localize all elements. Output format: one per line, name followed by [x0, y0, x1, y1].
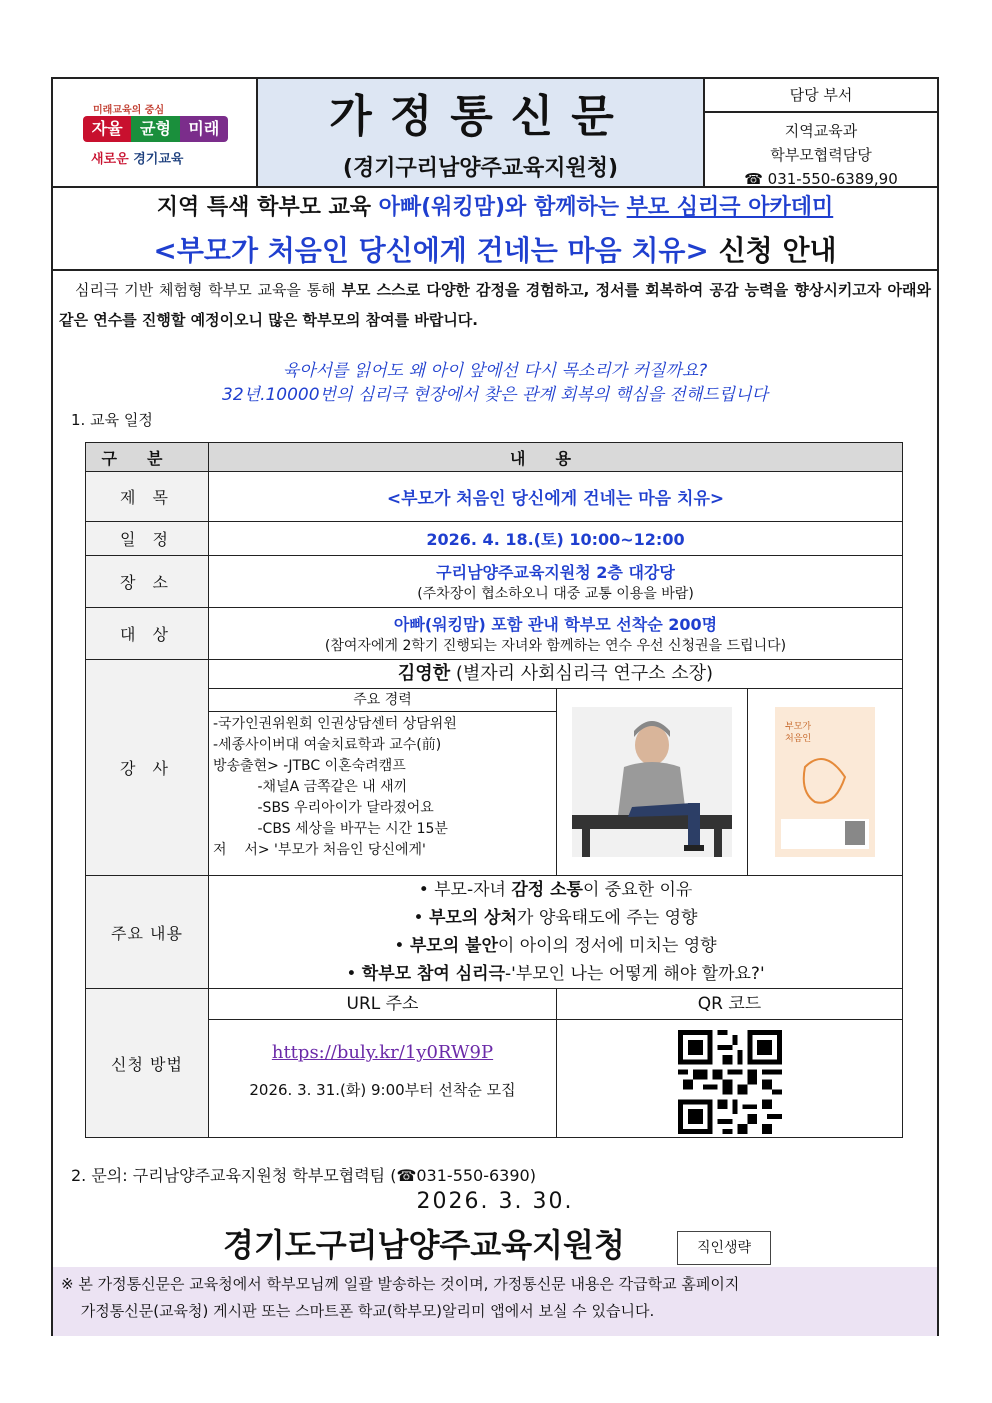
notice-box: ※ 본 가정통신문은 교육청에서 학부모님께 일괄 발송하는 것이며, 가정통신문 내용은 각급학교 홈페이지 가정통신문(교육청) 게시판 또는 스마트폰 학교(학부모)알리미 앱에서 보실 수 있습니다.	[53, 1267, 937, 1336]
apply-link[interactable]: https://buly.kr/1y0RW9P	[271, 1042, 494, 1063]
content-item: • 부모의 상처가 양육태도에 주는 영향	[413, 908, 698, 928]
svg-text:부모가: 부모가	[785, 722, 812, 732]
quote: 육아서를 읽어도 왜 아이 앞에선 다시 목소리가 커질까요? 32년.10000번의 심리극 현장에서 찾은 관계 회복의 핵심을 전해드립니다	[222, 361, 768, 405]
department-box	[705, 79, 937, 186]
career-box: 주요 경력 -국가인권위원회 인권상담센터 상담위원 -세종사이버대 여술치료학과 교수(前) 방송출현> -JTBC 이혼숙려캠프 -채널A 금쪽같은 내 새끼 -SBS 우리아이가 달라졌어요 -CBS 세상을 바꾸는 시간 15분 저 서> '부모가 처음인 당신에게'	[209, 689, 557, 875]
lecturer-photo	[557, 689, 748, 875]
issuer-name: 경기도구리남양주교육지원청	[223, 1226, 625, 1264]
divider	[53, 186, 937, 188]
issuing-office: (경기구리남양주교육지원청)	[342, 156, 619, 181]
svg-text:처음인: 처음인	[785, 734, 812, 744]
table-row: 대 상 아빠(워킹맘) 포함 관내 학부모 선착순 200명 (참여자에게 2학기 진행되는 자녀와 함께하는 연수 우선 신청권을 드립니다)	[86, 608, 903, 660]
table-row: 장 소 구리남양주교육지원청 2층 대강당 (주차장이 협소하오니 대중 교통 이용을 바람)	[86, 556, 903, 608]
dept-phone: ☎ 031-550-6389,90	[744, 170, 898, 188]
content-item: • 부모의 불안이 아이의 정서에 미치는 영향	[394, 936, 717, 956]
content-item: • 학부모 참여 심리극-'부모인 나는 어떻게 해야 할까요?'	[346, 964, 765, 984]
newsletter-frame	[51, 77, 939, 1336]
divider	[53, 269, 937, 271]
dept-header: 담당 부서	[705, 79, 937, 113]
table-row: 일 정 2026. 4. 18.(토) 10:00~12:00	[86, 522, 903, 556]
inquiry: 2. 문의: 구리남양주교육지원청 학부모협력팀 (☎031-550-6390)	[71, 1166, 536, 1185]
lecturer-row: 강 사 김영한 (별자리 사회심리극 연구소 소장) 주요 경력 -국가인권위원회 인권상담센터 상담위원 -세종사이버대 여술치료학과 교수(前) 방송출현> -JTBC 이혼숙려캠프 -채널A 금쪽같은 내 새끼 -SBS 우리아이가 달라졌어요 -CBS 세상을 바꾸는 시간 15분 저 서> '부모가 처음인 당신에게' 부모가 처음인	[86, 660, 903, 876]
person-image	[572, 707, 732, 857]
table-header-row: 구분 내용	[86, 443, 903, 472]
seal-omitted-stamp: 직인생략	[677, 1231, 771, 1265]
dept-line: 학부모협력담당	[770, 146, 872, 164]
main-title: <부모가 처음인 당신에게 건네는 마음 치유> 신청 안내	[153, 234, 837, 267]
apply-row: 신청 방법 URL 주소 https://buly.kr/1y0RW9P 2026. 3. 31.(화) 9:00부터 선착순 모집 QR 코드	[86, 989, 903, 1138]
header	[53, 79, 937, 186]
book-image	[775, 707, 875, 857]
content-item: • 부모-자녀 감정 소통이 중요한 이유	[418, 880, 693, 900]
page-title: 가정통신문	[329, 91, 632, 142]
career-lines: -국가인권위원회 인권상담센터 상담위원 -세종사이버대 여술치료학과 교수(前) 방송출현> -JTBC 이혼숙려캠프 -채널A 금쪽같은 내 새끼 -SBS 우리아이가 달라졌어요 -CBS 세상을 바꾸는 시간 15분 저 서> '부모가 처음인 당신에게'	[213, 716, 457, 858]
table-row: 제 목 <부모가 처음인 당신에게 건네는 마음 치유>	[86, 472, 903, 522]
issue-date: 2026. 3. 30.	[416, 1189, 574, 1214]
title-box	[256, 79, 705, 186]
intro-paragraph: 심리극 기반 체험형 학부모 교육을 통해 부모 스스로 다양한 감정을 경험하고, 정서를 회복하여 공감 능력을 향상시키고자 아래와 같은 연수를 진행할 예정이오니 많은 학부모의 참여를 바랍니다.	[59, 281, 931, 329]
subtitle: 지역 특색 학부모 교육 아빠(워킹맘)와 함께하는 부모 심리극 아카데미	[156, 195, 834, 220]
schedule-table	[85, 442, 903, 1138]
book-cover	[748, 689, 902, 875]
section-heading: 1. 교육 일정	[71, 411, 153, 429]
dept-line: 지역교육과	[784, 122, 858, 140]
qr-code-icon[interactable]	[678, 1030, 782, 1134]
contents-row: 주요 내용 • 부모-자녀 감정 소통이 중요한 이유 • 부모의 상처가 양육태도에 주는 영향 • 부모의 불안이 아이의 정서에 미치는 영향 • 학부모 참여 심리극-'부모인 나는 어떻게 해야 할까요?'	[86, 876, 903, 989]
gyeonggi-education-logo: 미래교육의 중심 자율 균형 미래 새로운 경기교육	[53, 79, 256, 186]
